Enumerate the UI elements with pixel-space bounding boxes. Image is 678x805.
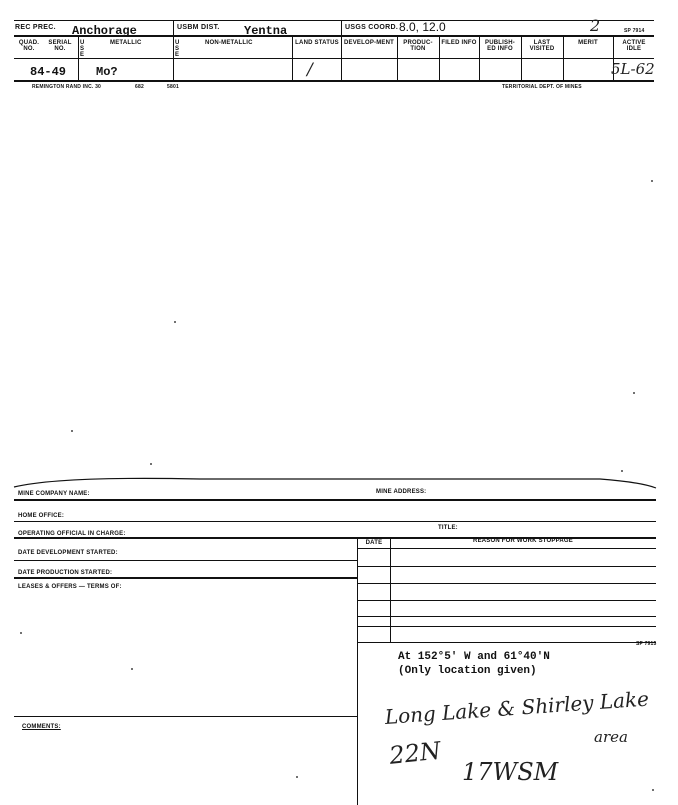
- col-last-visited: LAST VISITED: [529, 40, 555, 52]
- rule: [14, 499, 656, 501]
- scan-speck: [71, 430, 73, 432]
- metallic-use-prefix: U S E: [80, 40, 85, 58]
- scan-speck: [296, 776, 298, 778]
- handwritten-township: 22N: [388, 736, 443, 770]
- handwritten-location-name: Long Lake & Shirley Lake: [384, 686, 650, 729]
- metallic-value: Mo?: [96, 65, 118, 79]
- home-office-label: HOME OFFICE:: [18, 513, 65, 519]
- table-left-border: [357, 537, 358, 805]
- handwritten-area: area: [594, 728, 628, 746]
- col-non-metallic: NON-METALLIC: [205, 40, 253, 46]
- date-column-header: DATE: [365, 540, 383, 546]
- reason-column-header: REASON FOR WORK STOPPAGE: [473, 538, 573, 544]
- scan-speck: [633, 392, 635, 394]
- scan-speck: [652, 789, 654, 791]
- date-development-label: DATE DEVELOPMENT STARTED:: [18, 550, 118, 556]
- typed-location-line-2: (Only location given): [398, 665, 537, 677]
- form-number: SP 7914: [624, 28, 645, 34]
- header-rule: [14, 35, 654, 37]
- quad-serial-value: 84-49: [30, 65, 67, 79]
- rule: [14, 577, 357, 579]
- bottom-border: [14, 80, 654, 82]
- divider: [341, 20, 342, 36]
- print-code-1: 682: [135, 84, 144, 90]
- rec-prec-label: REC PREC.: [15, 24, 56, 31]
- comments-label: COMMENTS:: [22, 724, 61, 730]
- rec-prec-value: Anchorage: [72, 24, 137, 38]
- col-active-idle: ACTIVE IDLE: [622, 40, 646, 52]
- form-number-lower: SP 7915: [636, 641, 657, 647]
- usbm-dist-label: USBM DIST.: [177, 24, 220, 31]
- col-production: PRODUC-TION: [403, 40, 433, 52]
- table-row-rule: [357, 616, 656, 617]
- non-metallic-use-prefix: U S E: [175, 40, 180, 58]
- scan-speck: [150, 463, 152, 465]
- scan-speck: [651, 180, 653, 182]
- table-row-rule: [357, 566, 656, 567]
- col-serial-no: SERIAL NO.: [48, 40, 72, 52]
- col-quad-no: QUAD. NO.: [18, 40, 40, 52]
- title-label: TITLE:: [438, 525, 458, 531]
- table-row-rule: [357, 642, 656, 643]
- table-row-rule: [357, 583, 656, 584]
- table-row-rule: [357, 548, 656, 549]
- scan-speck: [131, 668, 133, 670]
- top-border: [14, 20, 654, 21]
- col-development: DEVELOP-MENT: [343, 40, 395, 46]
- rule: [14, 521, 656, 522]
- rule: [14, 716, 357, 717]
- mine-company-name-label: MINE COMPANY NAME:: [18, 491, 90, 497]
- department-name: TERRITORIAL DEPT. OF MINES: [502, 84, 582, 90]
- table-row-rule: [357, 626, 656, 627]
- scan-speck: [20, 632, 22, 634]
- mine-address-label: MINE ADDRESS:: [376, 489, 427, 495]
- col-merit: MERIT: [578, 40, 598, 46]
- print-code-2: 5801: [167, 84, 179, 90]
- typed-location-line-1: At 152°5' W and 61°40'N: [398, 651, 550, 663]
- usgs-coord-value: 8.0, 12.0: [399, 20, 446, 34]
- col-metallic: METALLIC: [110, 40, 142, 46]
- corner-mark: 2: [590, 16, 601, 35]
- col-filed-info: FILED INFO: [441, 40, 477, 46]
- land-status-value: /: [307, 60, 313, 80]
- card-edge: [0, 470, 678, 490]
- handwritten-range: 17WSM: [462, 758, 559, 786]
- printer-credit: REMINGTON RAND INC. 30: [32, 84, 102, 90]
- usgs-coord-label: USGS COORD.: [345, 24, 399, 31]
- leases-offers-label: LEASES & OFFERS — TERMS OF:: [18, 584, 122, 590]
- col-land-status: LAND STATUS: [295, 40, 339, 46]
- col-published-info: PUBLISH-ED INFO: [485, 40, 515, 52]
- rule: [14, 560, 357, 561]
- active-idle-value: 5L-62: [611, 60, 655, 78]
- header-sub-rule: [14, 58, 654, 59]
- operating-official-label: OPERATING OFFICIAL IN CHARGE:: [18, 531, 126, 537]
- date-production-label: DATE PRODUCTION STARTED:: [18, 570, 113, 576]
- scan-speck: [174, 321, 176, 323]
- usbm-dist-value: Yentna: [244, 24, 288, 38]
- table-row-rule: [357, 600, 656, 601]
